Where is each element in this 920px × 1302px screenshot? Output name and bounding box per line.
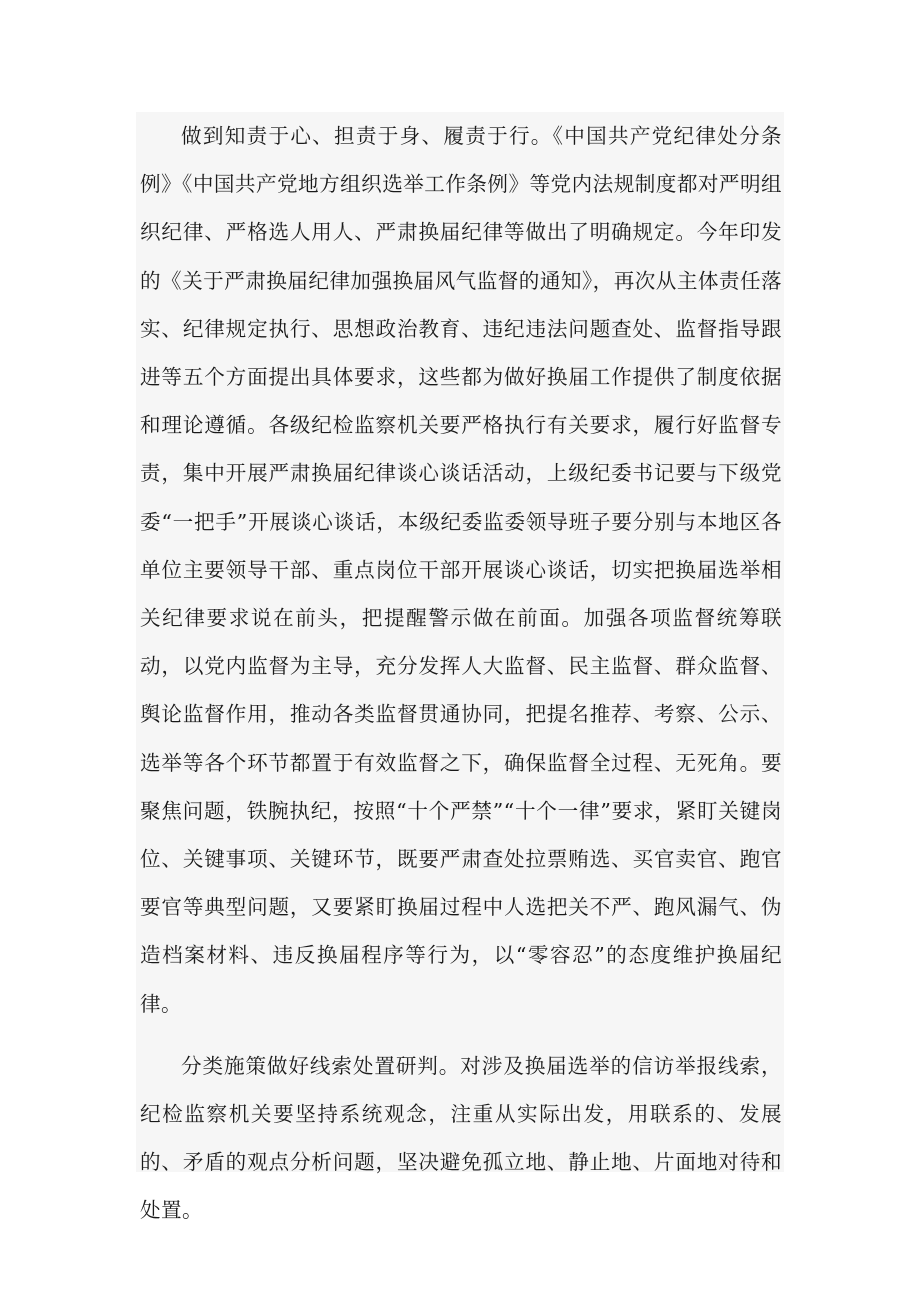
body-paragraph: 分类施策做好线索处置研判。对涉及换届选举的信访举报线索，纪检监察机关要坚持系统观念，注重从实际出发，用联系的、发展的、矛盾的观点分析问题，坚决避免孤立地、静止地、片面地对待和处置。	[140, 1053, 782, 1223]
document-page	[136, 112, 784, 1223]
body-paragraph: 做到知责于心、担责于身、履责于行。《中国共产党纪律处分条例》《中国共产党地方组织选举工作条例》等党内法规制度都对严明组织纪律、严格选人用人、严肃换届纪律等做出了明确规定。今年印发的《关于严肃换届纪律加强换届风气监督的通知》，再次从主体责任落实、纪律规定执行、思想政治教育、违纪违法问题查处、监督指导跟进等五个方面提出具体要求，这些都为做好换届工作提供了制度依据和理论遵循。各级纪检监察机关要严格执行有关要求，履行好监督专责，集中开展严肃换届纪律谈心谈话活动，上级纪委书记要与下级党委“一把手”开展谈心谈话，本级纪委监委领导班子要分别与本地区各单位主要领导干部、重点岗位干部开展谈心谈话，切实把换届选举相关纪律要求说在前头，把提醒警示做在前面。加强各项监督统筹联动，以党内监督为主导，充分发挥人大监督、民主监督、群众监督、舆论监督作用，推动各类监督贯通协同，把提名推荐、考察、公示、选举等各个环节都置于有效监督之下，确保监督全过程、无死角。要聚焦问题，铁腕执纪，按照“十个严禁”“十个一律”要求，紧盯关键岗位、关键事项、关键环节，既要严肃查处拉票贿选、买官卖官、跑官要官等典型问题，又要紧盯换届过程中人选把关不严、跑风漏气、伪造档案材料、违反换届程序等行为，以“零容忍”的态度维护换届纪律。	[140, 124, 782, 1016]
